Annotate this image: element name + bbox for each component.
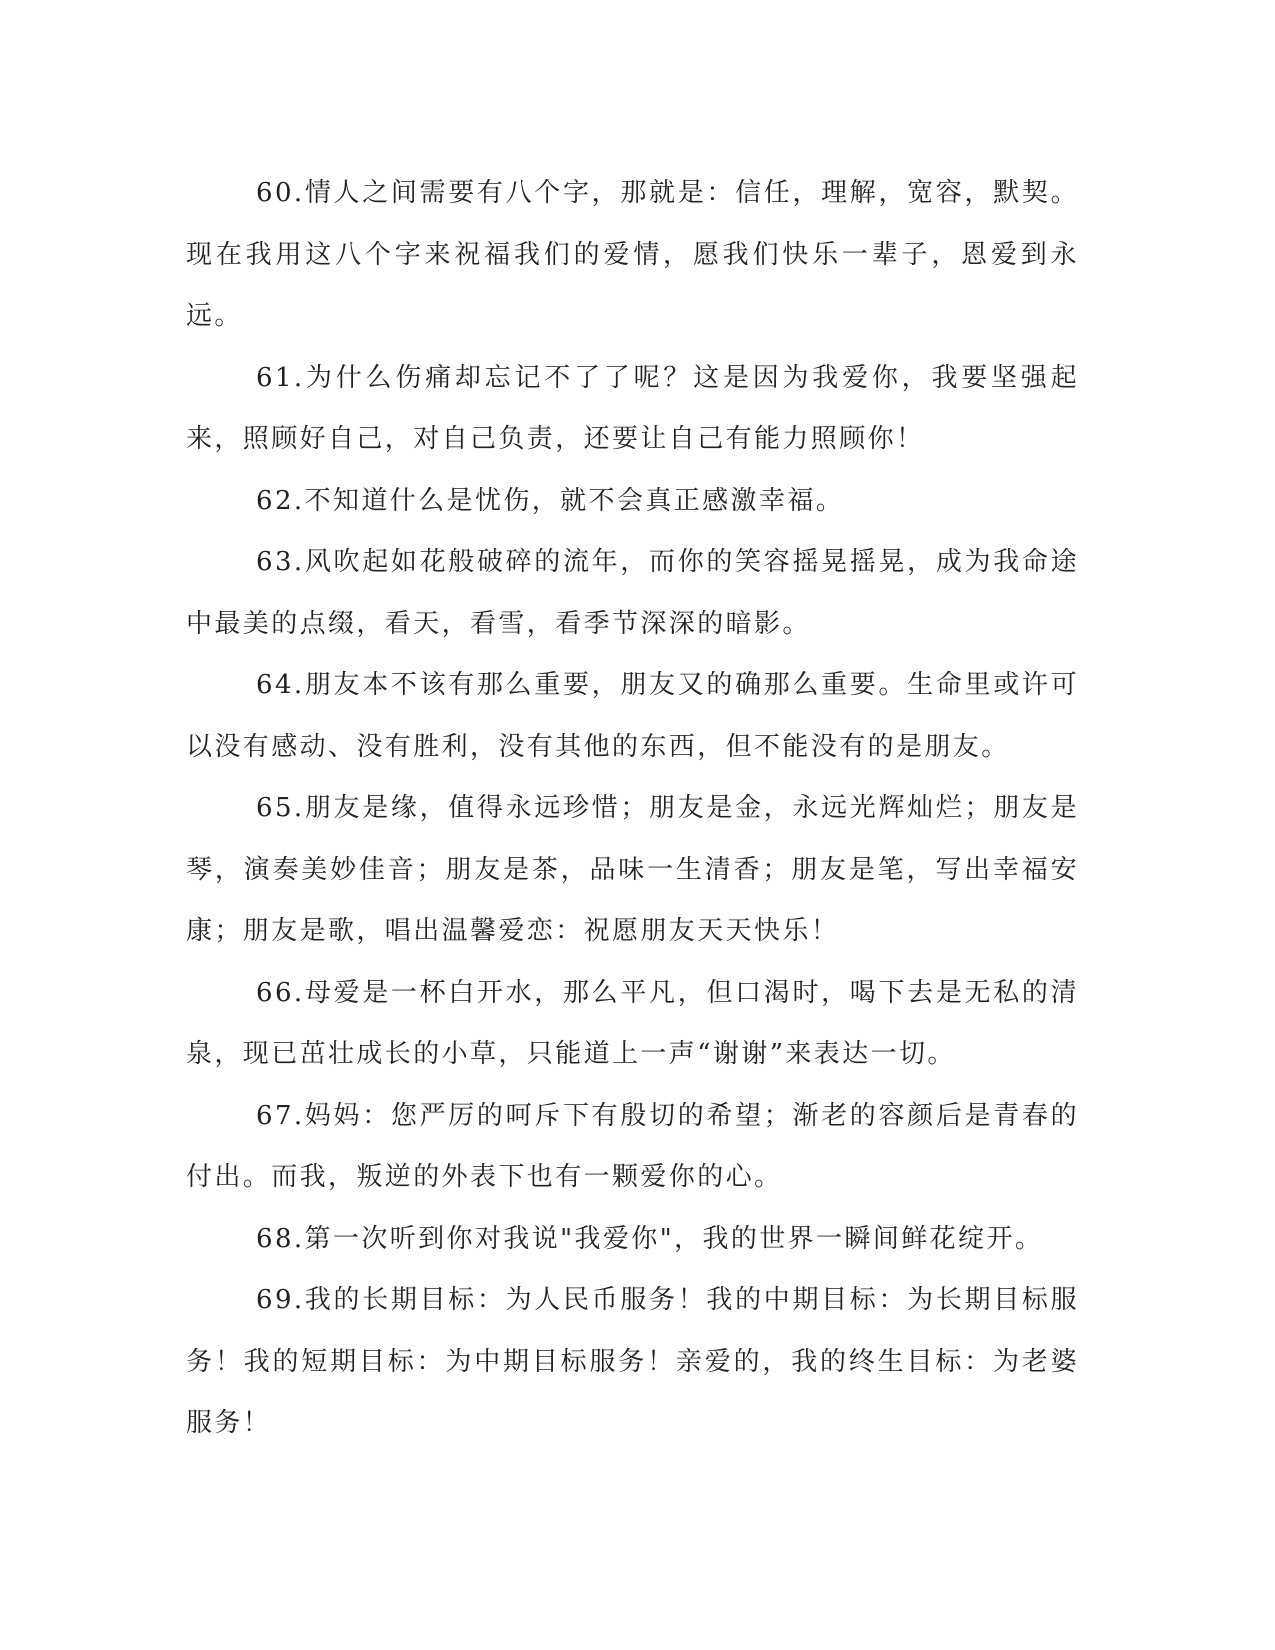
paragraph-69: 69.我的长期目标：为人民币服务！我的中期目标：为长期目标服务！我的短期目标：为中期目标服务！亲爱的，我的终生目标：为老婆服务！ bbox=[186, 1285, 1079, 1438]
paragraph-68: 68.第一次听到你对我说"我爱你"，我的世界一瞬间鲜花绽开。 bbox=[256, 1223, 1044, 1254]
paragraph-60: 60.情人之间需要有八个字，那就是：信任，理解，宽容，默契。现在我用这八个字来祝福我们的爱情，愿我们快乐一辈子，恩爱到永远。 bbox=[186, 178, 1079, 331]
paragraph-66: 66.母爱是一杯白开水，那么平凡，但口渴时，喝下去是无私的清泉，现已茁壮成长的小草，只能道上一声“谢谢”来表达一切。 bbox=[186, 977, 1079, 1069]
document-body bbox=[186, 163, 1079, 1455]
paragraph-67: 67.妈妈：您严厉的呵斥下有殷切的希望；渐老的容颜后是青春的付出。而我，叛逆的外表下也有一颗爱你的心。 bbox=[186, 1100, 1079, 1192]
paragraph-64: 64.朋友本不该有那么重要，朋友又的确那么重要。生命里或许可以没有感动、没有胜利，没有其他的东西，但不能没有的是朋友。 bbox=[186, 670, 1079, 762]
paragraph-65: 65.朋友是缘，值得永远珍惜；朋友是金，永远光辉灿烂；朋友是琴，演奏美妙佳音；朋友是茶，品味一生清香；朋友是笔，写出幸福安康；朋友是歌，唱出温馨爱恋：祝愿朋友天天快乐！ bbox=[186, 793, 1079, 946]
paragraph-61: 61.为什么伤痛却忘记不了了呢？这是因为我爱你，我要坚强起来，照顾好自己，对自己负责，还要让自己有能力照顾你！ bbox=[186, 362, 1079, 454]
paragraph-63: 63.风吹起如花般破碎的流年，而你的笑容摇晃摇晃，成为我命途中最美的点缀，看天，看雪，看季节深深的暗影。 bbox=[186, 547, 1079, 639]
paragraph-62: 62.不知道什么是忧伤，就不会真正感激幸福。 bbox=[256, 485, 845, 516]
